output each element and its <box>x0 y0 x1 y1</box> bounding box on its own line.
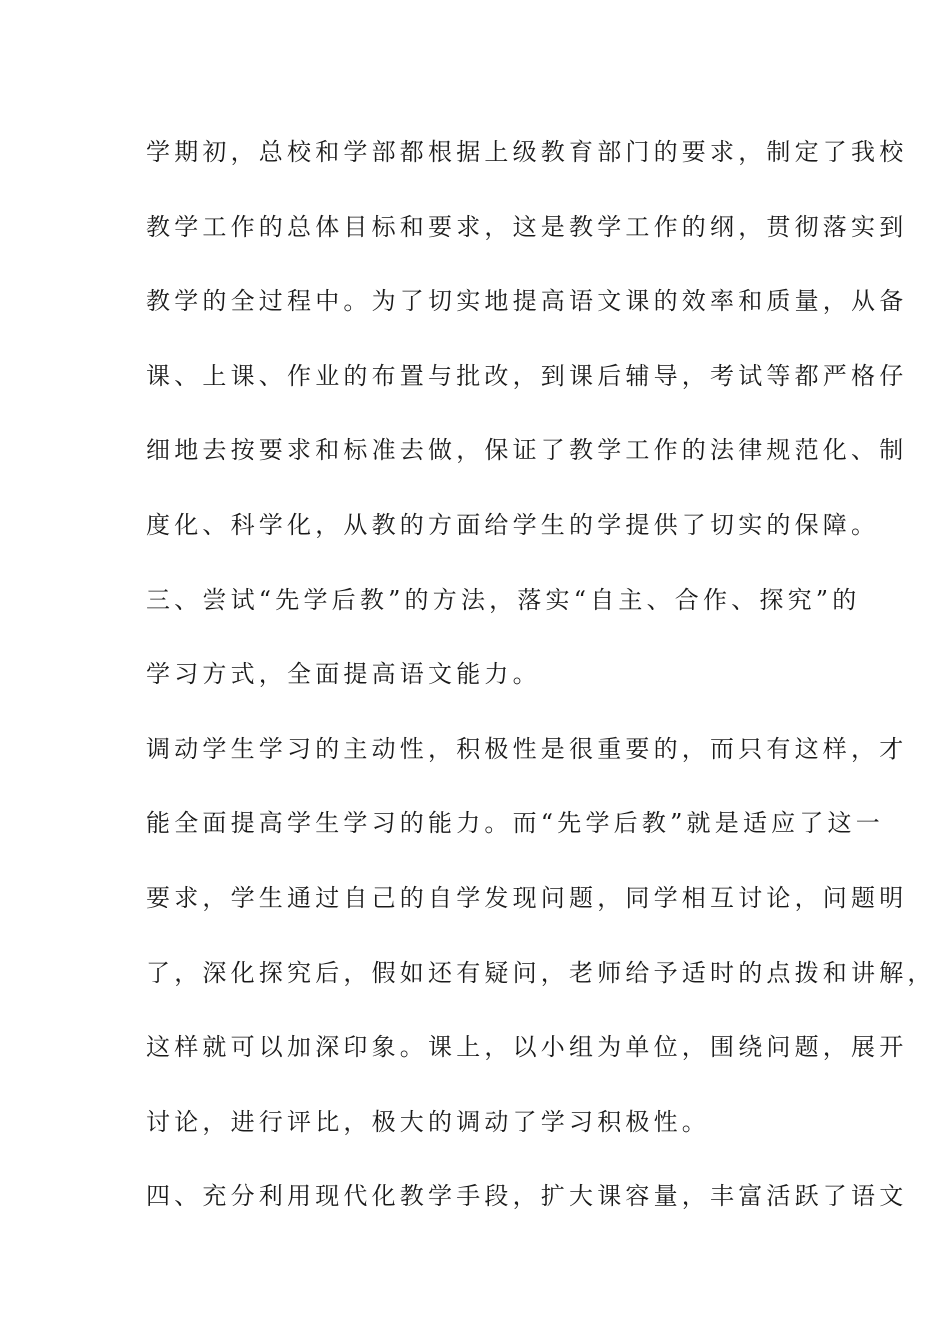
text-line-12: 了，深化探究后，假如还有疑问，老师给予适时的点拨和讲解， <box>146 958 936 987</box>
section-heading-3-line-1: 三、尝试“先学后教”的方法，落实“自主、合作、探究”的 <box>146 585 861 614</box>
text-line-1: 学期初，总校和学部都根据上级教育部门的要求，制定了我校 <box>146 138 908 166</box>
text-line-13: 这样就可以加深印象。课上，以小组为单位，围绕问题，展开 <box>146 1033 908 1062</box>
text-line-14: 讨论，进行评比，极大的调动了学习积极性。 <box>146 1107 710 1136</box>
text-line-9: 调动学生学习的主动性，积极性是很重要的，而只有这样，才 <box>146 734 908 763</box>
text-line-2: 教学工作的总体目标和要求，这是教学工作的纲，贯彻落实到 <box>146 212 908 241</box>
text-line-3: 教学的全过程中。为了切实地提高语文课的效率和质量，从备 <box>146 287 908 316</box>
text-line-4: 课、上课、作业的布置与批改，到课后辅导，考试等都严格仔 <box>146 361 908 390</box>
text-line-6: 度化、科学化，从教的方面给学生的学提供了切实的保障。 <box>146 510 880 539</box>
section-heading-3-line-2: 学习方式，全面提高语文能力。 <box>146 660 541 689</box>
text-line-5: 细地去按要求和标准去做，保证了教学工作的法律规范化、制 <box>146 436 908 465</box>
document-body <box>146 130 936 1249</box>
text-line-11: 要求，学生通过自己的自学发现问题，同学相互讨论，问题明 <box>146 883 908 912</box>
section-heading-4-line-1: 四、充分利用现代化教学手段，扩大课容量，丰富活跃了语文 <box>146 1182 908 1211</box>
text-line-10: 能全面提高学生学习的能力。而“先学后教”就是适应了这一 <box>146 809 884 838</box>
